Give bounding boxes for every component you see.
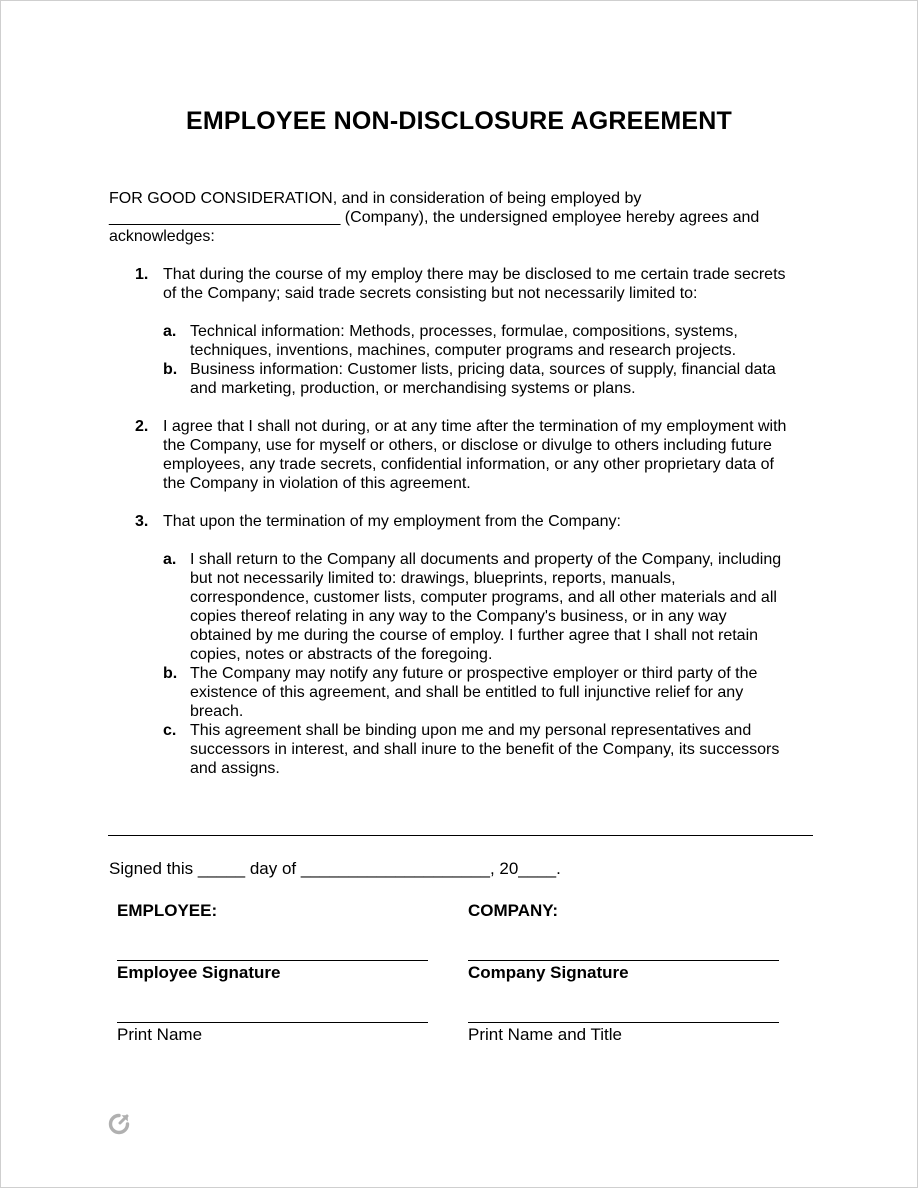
subclause-line: and marketing, production, or merchandising systems or plans.	[190, 380, 636, 397]
subclause-text	[190, 550, 815, 664]
document-title: EMPLOYEE NON-DISCLOSURE AGREEMENT	[186, 107, 732, 135]
clause-line: the Company in violation of this agreement.	[163, 475, 471, 492]
subclause-line: but not necessarily limited to: drawings, blueprints, reports, manuals,	[190, 570, 676, 587]
subclause-line: copies, notes or abstracts of the foregoing.	[190, 646, 493, 663]
clause-line: That upon the termination of my employment from the Company:	[163, 513, 621, 530]
company-print-name-label: Print Name and Title	[468, 1025, 623, 1044]
subclause-letter: b.	[163, 665, 178, 682]
section-divider	[108, 835, 813, 836]
subclause-line: successors in interest, and shall inure to the benefit of the Company, its successors	[190, 741, 780, 758]
intro-paragraph	[109, 189, 809, 246]
company-signature-line[interactable]	[468, 960, 779, 961]
intro-line: acknowledges:	[109, 228, 215, 245]
employee-heading: EMPLOYEE:	[117, 901, 218, 920]
subclause-letter: a.	[163, 323, 177, 340]
subclause-line: breach.	[190, 703, 244, 720]
subclause-letter: a.	[163, 551, 177, 568]
subclause-line: existence of this agreement, and shall be entitled to full injunctive relief for any	[190, 684, 744, 701]
subclause-line: obtained by me during the course of employ. I further agree that I shall not retain	[190, 627, 759, 644]
clause-number: 3.	[135, 513, 149, 530]
subclause-line: Business information: Customer lists, pricing data, sources of supply, financial data	[190, 361, 776, 378]
subclause-line: Technical information: Methods, processes, formulae, compositions, systems,	[190, 323, 738, 340]
clause-line: the Company, use for myself or others, or disclose or divulge to others including future	[163, 437, 772, 454]
employee-signature-label: Employee Signature	[117, 963, 281, 982]
clause-text	[163, 512, 813, 531]
company-signature-label: Company Signature	[468, 963, 629, 982]
subclause-text	[190, 360, 815, 398]
subclause-line: copies thereof relating in any way to the Company's business, or in any way	[190, 608, 727, 625]
clause-line: I agree that I shall not during, or at any time after the termination of my employment with	[163, 418, 787, 435]
clause-number: 1.	[135, 266, 149, 283]
employee-signature-line[interactable]	[117, 960, 428, 961]
subclause-letter: c.	[163, 722, 177, 739]
employee-print-name-line[interactable]	[117, 1022, 428, 1023]
subclause-line: and assigns.	[190, 760, 280, 777]
arrow-logo-icon	[107, 1112, 131, 1136]
clause-text	[163, 417, 813, 493]
intro-line: FOR GOOD CONSIDERATION, and in consideration of being employed by	[109, 190, 642, 207]
subclause-line: correspondence, customer lists, computer programs, and all other materials and all	[190, 589, 777, 606]
clause-text	[163, 265, 813, 303]
company-heading: COMPANY:	[468, 901, 559, 920]
clause-number: 2.	[135, 418, 149, 435]
employee-print-name-label: Print Name	[117, 1025, 203, 1044]
subclause-line: techniques, inventions, machines, computer programs and research projects.	[190, 342, 737, 359]
company-print-name-line[interactable]	[468, 1022, 779, 1023]
subclause-text	[190, 664, 815, 721]
clause-line: employees, any trade secrets, confidential information, or any other proprietary data of	[163, 456, 774, 473]
intro-line: __________________________ (Company), the undersigned employee hereby agrees and	[109, 209, 760, 226]
subclause-letter: b.	[163, 361, 178, 378]
subclause-text	[190, 721, 815, 778]
clause-line: That during the course of my employ there may be disclosed to me certain trade secrets	[163, 266, 786, 283]
clause-line: of the Company; said trade secrets consisting but not necessarily limited to:	[163, 285, 698, 302]
subclause-text	[190, 322, 815, 360]
subclause-line: This agreement shall be binding upon me and my personal representatives and	[190, 722, 752, 739]
subclause-line: I shall return to the Company all documents and property of the Company, including	[190, 551, 782, 568]
signed-date-line: Signed this _____ day of ____________________, 20____.	[109, 859, 561, 878]
subclause-line: The Company may notify any future or prospective employer or third party of the	[190, 665, 758, 682]
